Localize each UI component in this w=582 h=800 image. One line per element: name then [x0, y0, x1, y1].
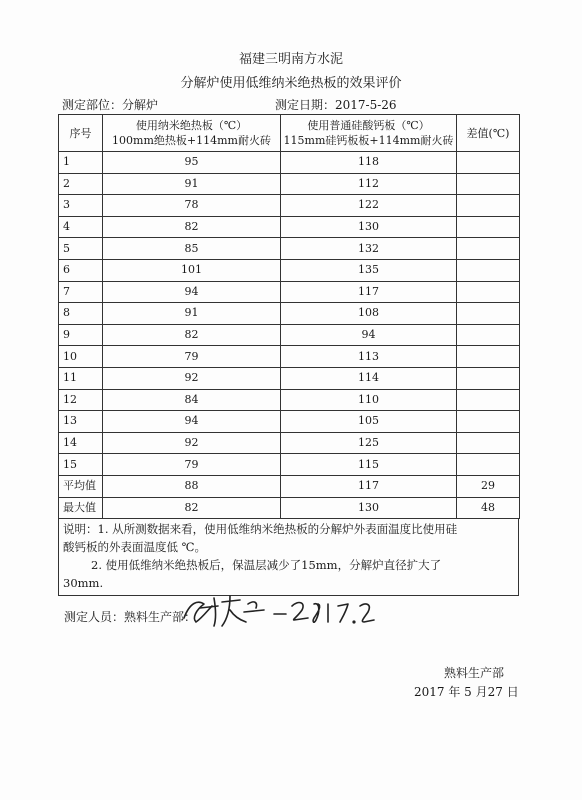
cell-diff [457, 454, 520, 476]
cell-serial: 最大值 [59, 497, 103, 519]
cell-normal: 118 [281, 152, 457, 174]
cell-nano: 85 [103, 238, 281, 260]
footer-date: 2017 年 5 月27 日 [414, 685, 519, 699]
table-row [59, 303, 520, 325]
cell-serial: 平均值 [59, 475, 103, 497]
cell-serial: 12 [59, 389, 103, 411]
measurement-table [58, 114, 520, 519]
notes-box [58, 518, 519, 596]
cell-normal: 108 [281, 303, 457, 325]
cell-diff [457, 303, 520, 325]
cell-nano: 94 [103, 411, 281, 433]
cell-nano: 95 [103, 152, 281, 174]
cell-normal: 135 [281, 259, 457, 281]
table-row [59, 497, 520, 519]
table-row [59, 346, 520, 368]
cell-normal: 105 [281, 411, 457, 433]
cell-serial: 1 [59, 152, 103, 174]
cell-diff [457, 281, 520, 303]
cell-nano: 79 [103, 346, 281, 368]
cell-serial: 10 [59, 346, 103, 368]
cell-diff [457, 432, 520, 454]
table-row [59, 432, 520, 454]
cell-serial: 4 [59, 216, 103, 238]
cell-nano: 84 [103, 389, 281, 411]
cell-serial: 14 [59, 432, 103, 454]
cell-nano: 92 [103, 367, 281, 389]
cell-serial: 11 [59, 367, 103, 389]
table-row [59, 195, 520, 217]
header-normal [281, 115, 457, 152]
cell-diff [457, 324, 520, 346]
cell-normal: 94 [281, 324, 457, 346]
table-row [59, 454, 520, 476]
company-name: 福建三明南方水泥 [238, 52, 343, 67]
cell-normal: 110 [281, 389, 457, 411]
table-row [59, 281, 520, 303]
header-nano [103, 115, 281, 152]
location-value: 分解炉 [122, 98, 159, 112]
cell-normal: 113 [281, 346, 457, 368]
cell-normal: 122 [281, 195, 457, 217]
table-header-row [59, 115, 520, 152]
table-row [59, 411, 520, 433]
cell-normal: 115 [281, 454, 457, 476]
cell-diff [457, 152, 520, 174]
cell-diff [457, 173, 520, 195]
cell-nano: 91 [103, 303, 281, 325]
table-body [59, 152, 520, 519]
cell-nano: 92 [103, 432, 281, 454]
note-line-2: 酸钙板的外表面温度低 ℃。 [63, 540, 207, 554]
cell-serial: 9 [59, 324, 103, 346]
header-normal-line2: 115mm硅钙板板+114mm耐火砖 [283, 134, 454, 147]
cell-serial: 3 [59, 195, 103, 217]
cell-normal: 114 [281, 367, 457, 389]
cell-nano: 101 [103, 259, 281, 281]
header-diff: 差值(℃) [457, 115, 520, 152]
cell-diff [457, 216, 520, 238]
note-line-1: 说明：1. 从所测数据来看，使用低维纳米绝热板的分解炉外表面温度比使用硅 [63, 522, 458, 536]
note-line-4: 30mm. [63, 576, 104, 590]
table-row [59, 475, 520, 497]
header-nano-line1: 使用纳米绝热板（℃） [135, 119, 248, 132]
cell-nano: 78 [103, 195, 281, 217]
cell-diff [457, 346, 520, 368]
cell-nano: 82 [103, 216, 281, 238]
table-row [59, 324, 520, 346]
footer-department: 熟料生产部 [444, 666, 505, 680]
note-line-3: 2. 使用低维纳米绝热板后，保温层减少了15mm，分解炉直径扩大了 [91, 558, 442, 572]
cell-nano: 91 [103, 173, 281, 195]
measured-by: 测定人员：熟料生产部： [64, 610, 197, 624]
handwritten-signature [178, 592, 378, 632]
header-serial: 序号 [59, 115, 103, 152]
cell-nano: 94 [103, 281, 281, 303]
table-row [59, 238, 520, 260]
location-label: 测定部位： [62, 98, 123, 112]
cell-normal: 112 [281, 173, 457, 195]
cell-nano: 79 [103, 454, 281, 476]
cell-normal: 130 [281, 497, 457, 519]
table-row [59, 389, 520, 411]
cell-diff [457, 259, 520, 281]
table-row [59, 152, 520, 174]
cell-normal: 117 [281, 281, 457, 303]
header-normal-line1: 使用普通硅酸钙板（℃） [307, 119, 430, 132]
cell-serial: 7 [59, 281, 103, 303]
cell-normal: 117 [281, 475, 457, 497]
date-label: 测定日期： [275, 98, 336, 112]
date-field [275, 96, 397, 113]
table-row [59, 216, 520, 238]
cell-diff: 48 [457, 497, 520, 519]
cell-serial: 8 [59, 303, 103, 325]
cell-nano: 82 [103, 497, 281, 519]
cell-nano: 82 [103, 324, 281, 346]
location-field [62, 96, 158, 113]
table-row [59, 367, 520, 389]
document-title: 分解炉使用低维纳米绝热板的效果评价 [180, 76, 402, 91]
cell-normal: 125 [281, 432, 457, 454]
cell-diff [457, 389, 520, 411]
table-row [59, 173, 520, 195]
cell-serial: 13 [59, 411, 103, 433]
date-value: 2017-5-26 [335, 98, 397, 112]
table-row [59, 259, 520, 281]
cell-nano: 88 [103, 475, 281, 497]
cell-diff [457, 195, 520, 217]
cell-normal: 130 [281, 216, 457, 238]
cell-serial: 6 [59, 259, 103, 281]
header-nano-line2: 100mm绝热板+114mm耐火砖 [112, 134, 271, 147]
cell-diff: 29 [457, 475, 520, 497]
cell-diff [457, 238, 520, 260]
cell-diff [457, 411, 520, 433]
cell-normal: 132 [281, 238, 457, 260]
cell-diff [457, 367, 520, 389]
cell-serial: 5 [59, 238, 103, 260]
cell-serial: 2 [59, 173, 103, 195]
cell-serial: 15 [59, 454, 103, 476]
